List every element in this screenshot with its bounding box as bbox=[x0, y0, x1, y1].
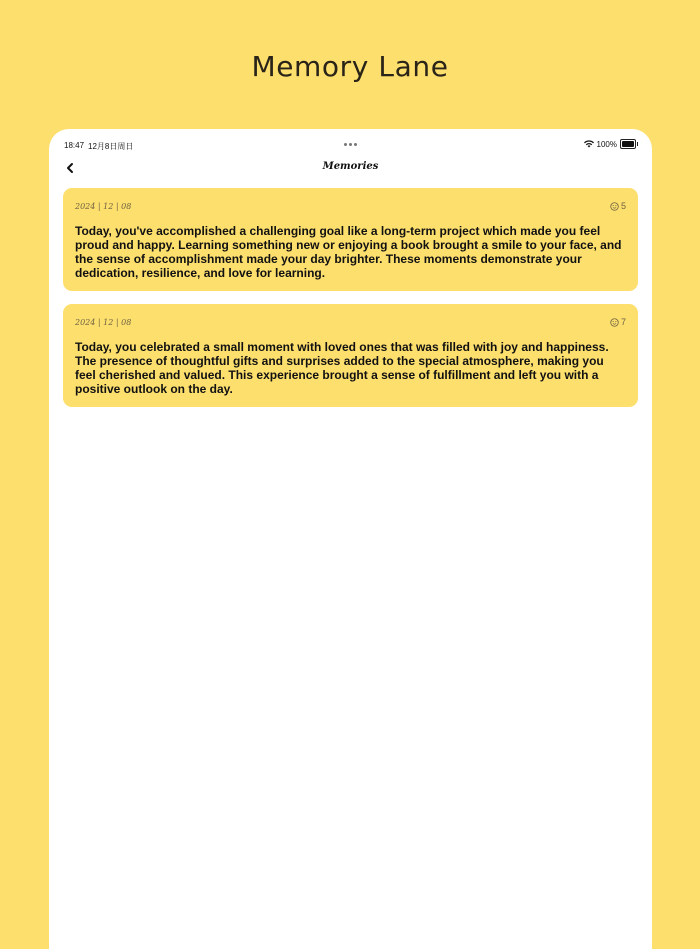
smiley-icon bbox=[610, 318, 619, 327]
battery-icon bbox=[620, 139, 636, 149]
memory-card[interactable] bbox=[63, 304, 638, 407]
memory-mood bbox=[610, 317, 626, 327]
status-indicators bbox=[584, 139, 636, 149]
multitasking-dots-icon[interactable] bbox=[344, 143, 357, 146]
status-date: 12月8日周日 bbox=[88, 142, 134, 151]
memory-card-header bbox=[75, 200, 626, 212]
memory-text: Today, you've accomplished a challenging goal like a long-term project which made you feel proud and happy. Learning something new or enjoying a book brought a smile to your face, and the sense of accomplishment made your day brighter. These moments demonstrate your dedication, resilience, and love for learning. bbox=[75, 224, 622, 280]
memory-card-header bbox=[75, 316, 626, 328]
memory-list bbox=[63, 188, 638, 420]
wifi-icon bbox=[584, 140, 594, 148]
battery-percent: 100% bbox=[596, 139, 617, 149]
device-screen bbox=[49, 129, 652, 949]
memory-date: 2024 | 12 | 08 bbox=[75, 317, 132, 327]
page-title: Memory Lane bbox=[251, 50, 449, 83]
navigation-bar bbox=[49, 157, 652, 179]
memory-card[interactable] bbox=[63, 188, 638, 291]
memory-date: 2024 | 12 | 08 bbox=[75, 201, 132, 211]
mood-score: 5 bbox=[620, 201, 626, 211]
smiley-icon bbox=[610, 202, 619, 211]
mood-score: 7 bbox=[620, 317, 626, 327]
nav-title: Memories bbox=[322, 161, 379, 172]
memory-text: Today, you celebrated a small moment with loved ones that was filled with joy and happiness. The presence of thoughtful gifts and surprises added to the special atmosphere, making you feel cherished and valued. This experience brought a sense of fulfillment and left you with a positive outlook on the day. bbox=[75, 340, 609, 396]
status-time: 18:47 bbox=[64, 141, 85, 150]
memory-mood bbox=[610, 201, 626, 211]
